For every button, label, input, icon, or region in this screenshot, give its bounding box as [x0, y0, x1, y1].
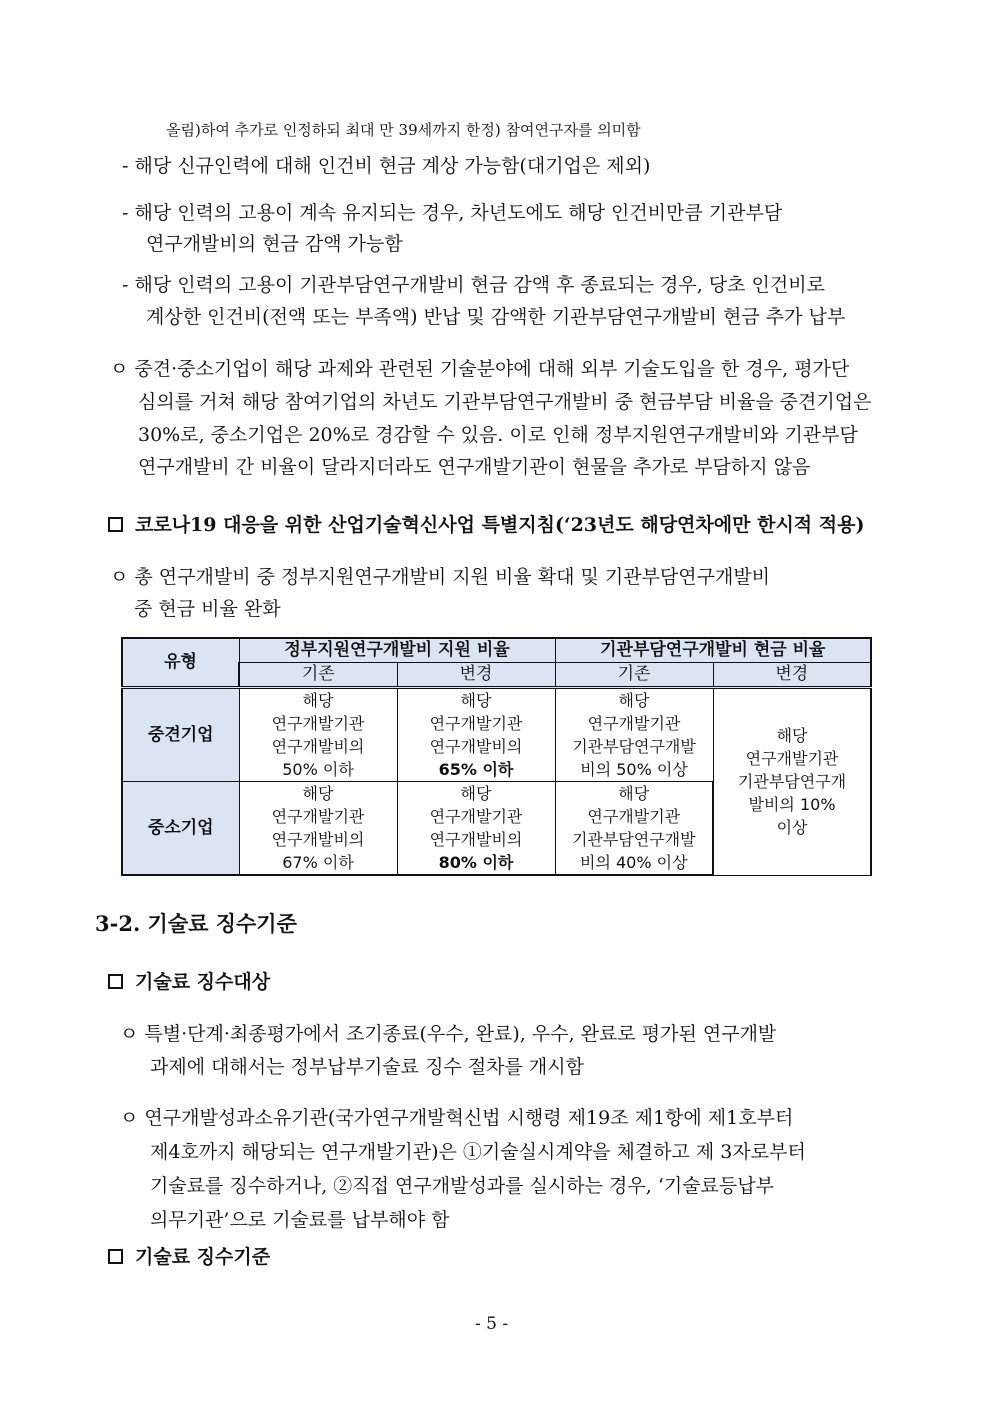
- cell-line-emphasis: 65% 이하: [438, 760, 514, 779]
- bullet-item-continuation: 의무기관’으로 기술료를 납부해야 함: [150, 1209, 450, 1231]
- bullet-item: ㅇ 특별·단계·최종평가에서 조기종료(우수, 완료), 우수, 완료로 평가된 연구개발: [120, 1023, 777, 1045]
- checkbox-square-icon: [108, 517, 123, 532]
- cell-line: 해당: [776, 726, 808, 746]
- dash-item: - 해당 인력의 고용이 계속 유지되는 경우, 차년도에도 해당 인건비만큼 기관부담: [122, 202, 783, 224]
- cell-line: 기관부담연구개: [737, 772, 847, 792]
- cell-line-emphasis: 80% 이하: [438, 853, 514, 872]
- merged-cell: [713, 688, 871, 876]
- gov-changed-header: 변경: [397, 663, 555, 688]
- cell-line: 연구개발기관: [429, 807, 523, 826]
- page-number: - 5 -: [475, 1314, 509, 1334]
- bullet-item-continuation: 심의를 거쳐 해당 참여기업의 차년도 기관부담연구개발비 중 현금부담 비율을 중견기업은: [138, 391, 872, 413]
- table-cell: [397, 782, 555, 876]
- cell-line: 해당: [460, 784, 492, 803]
- dash-item-continuation: 계상한 인건비(전액 또는 부족액) 반납 및 감액한 기관부담연구개발비 현금 추가 납부: [146, 306, 846, 328]
- bullet-item-continuation: 연구개발비 간 비율이 달라지더라도 연구개발기관이 현물을 추가로 부담하지 않음: [138, 456, 811, 478]
- table-cell: [555, 688, 713, 782]
- rnd-ratio-table: [121, 637, 872, 876]
- cell-line: 연구개발기관: [745, 749, 839, 769]
- cell-line: 50% 이하: [282, 760, 354, 779]
- cell-line: 발비의 10%: [748, 795, 836, 815]
- dash-item: - 해당 신규인력에 대해 인건비 현금 계상 가능함(대기업은 제외): [122, 155, 651, 177]
- text-line: 올림)하여 추가로 인정하되 최대 만 39세까지 한정) 참여연구자를 의미함: [166, 121, 641, 139]
- cell-line: 연구개발기관: [271, 807, 365, 826]
- cell-line: 이상: [776, 818, 808, 838]
- section-heading: [108, 1245, 270, 1269]
- bullet-item: ㅇ 총 연구개발비 중 정부지원연구개발비 지원 비율 확대 및 기관부담연구개발비: [110, 566, 771, 588]
- bullet-item-continuation: 과제에 대해서는 정부납부기술료 징수 절차를 개시함: [150, 1056, 584, 1078]
- section-heading: [108, 513, 864, 537]
- cell-line: 연구개발기관: [587, 807, 681, 826]
- cell-line: 해당: [302, 784, 334, 803]
- table-row: [122, 688, 871, 782]
- gov-ratio-header: 정부지원연구개발비 지원 비율: [239, 638, 555, 663]
- cell-line: 연구개발비의: [271, 830, 365, 849]
- bullet-item-continuation: 제4호까지 해당되는 연구개발기관)은 ①기술실시계약을 체결하고 제 3자로부터: [150, 1141, 806, 1163]
- cell-line: 해당: [618, 784, 650, 803]
- cell-line: 기관부담연구개발: [571, 830, 696, 849]
- cell-line: 해당: [460, 691, 492, 710]
- inst-changed-header: 변경: [713, 663, 871, 688]
- inst-ratio-header: 기관부담연구개발비 현금 비율: [555, 638, 871, 663]
- col-type-header: 유형: [122, 638, 239, 688]
- cell-line: 연구개발기관: [271, 714, 365, 733]
- bullet-item-continuation: 기술료를 징수하거나, ②직접 연구개발성과를 실시하는 경우, ‘기술료등납부: [150, 1175, 774, 1197]
- section-heading-text: 코로나19 대응을 위한 산업기술혁신사업 특별지침(‘23년도 해당연차에만 한시적 적용): [135, 514, 865, 536]
- checkbox-square-icon: [108, 974, 123, 989]
- cell-line: 연구개발기관: [587, 714, 681, 733]
- gov-existing-header: 기존: [239, 663, 397, 688]
- checkbox-square-icon: [108, 1249, 123, 1264]
- row-label: 중소기업: [122, 782, 239, 876]
- inst-existing-header: 기존: [555, 663, 713, 688]
- table-cell: [555, 782, 713, 876]
- bullet-item: ㅇ 연구개발성과소유기관(국가연구개발혁신법 시행령 제19조 제1항에 제1호부터: [120, 1107, 794, 1129]
- table-cell: [239, 688, 397, 782]
- bullet-item: ㅇ 중견·중소기업이 해당 과제와 관련된 기술분야에 대해 외부 기술도입을 한 경우, 평가단: [110, 358, 850, 380]
- section-heading-text: 기술료 징수기준: [135, 1246, 271, 1268]
- cell-line: 비의 40% 이상: [579, 853, 688, 872]
- subsection-title: 3-2. 기술료 징수기준: [95, 911, 297, 936]
- table-cell: [397, 688, 555, 782]
- cell-line: 연구개발기관: [429, 714, 523, 733]
- bullet-item-continuation: 중 현금 비율 완화: [134, 598, 281, 620]
- cell-line: 해당: [302, 691, 334, 710]
- table-cell: [239, 782, 397, 876]
- cell-line: 비의 50% 이상: [580, 760, 688, 779]
- cell-line: 기관부담연구개발: [572, 737, 696, 756]
- bullet-item-continuation: 30%로, 중소기업은 20%로 경감할 수 있음. 이로 인해 정부지원연구개발비와 기관부담: [138, 424, 858, 446]
- cell-line: 연구개발비의: [429, 830, 523, 849]
- dash-item-continuation: 연구개발비의 현금 감액 가능함: [146, 233, 403, 255]
- section-heading-text: 기술료 징수대상: [135, 971, 271, 993]
- cell-line: 연구개발비의: [271, 737, 365, 756]
- section-heading: [108, 970, 270, 994]
- dash-item: - 해당 인력의 고용이 기관부담연구개발비 현금 감액 후 종료되는 경우, 당초 인건비로: [122, 274, 825, 296]
- cell-line: 연구개발비의: [429, 737, 523, 756]
- row-label: 중견기업: [122, 688, 239, 782]
- cell-line: 해당: [618, 691, 650, 710]
- cell-line: 67% 이하: [282, 853, 354, 872]
